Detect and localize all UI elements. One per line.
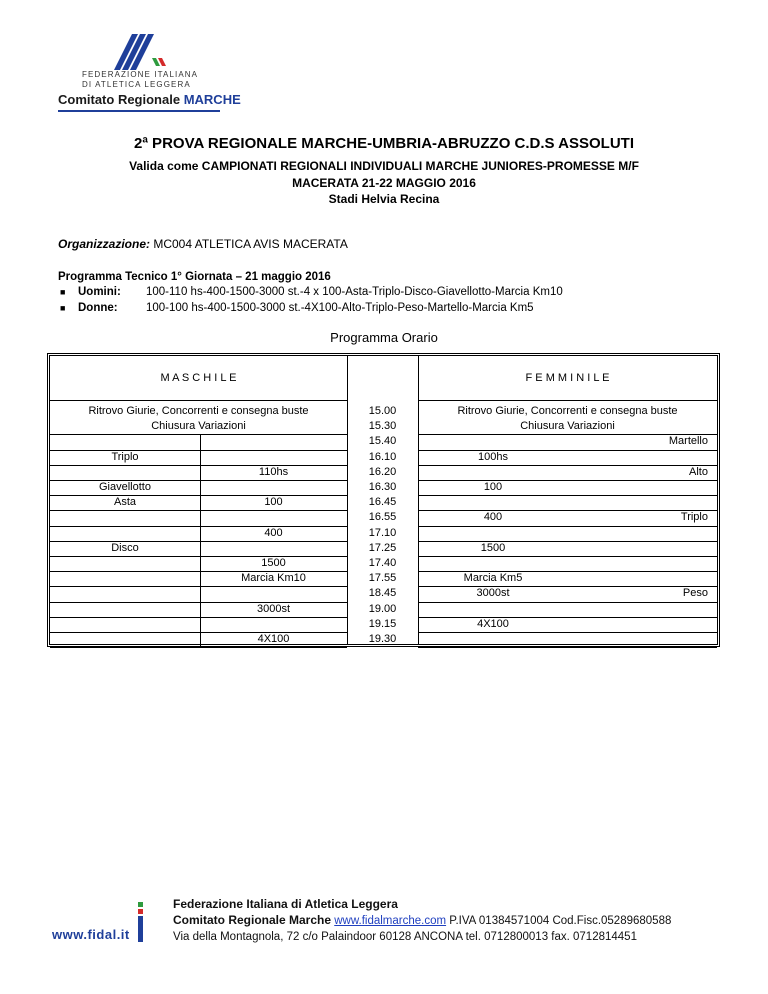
subtitle-validity: Valida come CAMPIONATI REGIONALI INDIVIDUALI MARCHE JUNIORES-PROMESSE M/F <box>129 159 639 173</box>
male-ritrovo: Ritrovo Giurie, Concorrenti e consegna buste <box>88 405 309 417</box>
table-row-divider <box>50 434 347 435</box>
program-women-row <box>60 302 534 314</box>
subtitle-venue: Stadi Helvia Recina <box>328 192 440 206</box>
organization-value: MC004 ATLETICA AVIS MACERATA <box>150 237 348 251</box>
subtitle-date: MACERATA 21-22 MAGGIO 2016 <box>292 176 476 190</box>
schedule-time: 15.40 <box>368 435 397 448</box>
header-female: F E M M I N I L E <box>525 372 610 384</box>
table-divider <box>50 400 347 401</box>
schedule-time: 17.25 <box>368 541 397 554</box>
comitato-text: Comitato Regionale <box>58 92 181 107</box>
female-field-event: Alto <box>689 465 708 478</box>
male-track-event: 110hs <box>258 465 289 478</box>
program-women-value: 100-100 hs-400-1500-3000 st.-4X100-Alto-Triplo-Peso-Martello-Marcia Km5 <box>146 302 534 314</box>
program-men-label: Uomini: <box>78 286 121 298</box>
male-field-event: Triplo <box>111 450 139 463</box>
table-cell-divider <box>200 617 201 632</box>
footer-address: Via della Montagnola, 72 c/o Palaindoor 60128 ANCONA tel. 0712800013 fax. 0712814451 <box>173 931 637 943</box>
table-cell-divider <box>200 586 201 601</box>
schedule-time: 19.15 <box>368 617 397 630</box>
table-row-divider <box>418 495 717 496</box>
program-women-label: Donne: <box>78 302 118 314</box>
footer-federation: Federazione Italiana di Atletica Leggera <box>173 897 398 911</box>
male-track-event: 4X100 <box>257 633 290 645</box>
footer-website-link[interactable]: www.fidalmarche.com <box>334 915 447 927</box>
female-track-event: 1500 <box>480 541 506 554</box>
table-row-divider <box>418 647 717 648</box>
female-track-event: 400 <box>483 511 503 524</box>
header-male: M A S C H I L E <box>160 372 237 384</box>
schedule-time: 17.40 <box>368 557 397 569</box>
female-chiusura: Chiusura Variazioni <box>520 420 615 432</box>
organization-label: Organizzazione: <box>58 237 151 251</box>
table-row-divider <box>418 632 717 633</box>
female-track-event: 3000st <box>476 587 510 600</box>
male-field-event: Asta <box>113 496 136 509</box>
schedule-time: 19.30 <box>368 633 397 645</box>
male-track-event: 100 <box>264 496 283 509</box>
technical-program-title: Programma Tecnico 1° Giornata – 21 maggio 2016 <box>58 271 331 283</box>
female-track-event: Marcia Km5 <box>463 572 523 585</box>
female-ritrovo: Ritrovo Giurie, Concorrenti e consegna buste <box>457 405 678 417</box>
male-field-event: Disco <box>111 541 139 554</box>
bullet-icon: ■ <box>60 303 66 313</box>
female-field-event: Peso <box>682 587 708 600</box>
footer-logo-text: www.fidal.it <box>52 927 130 942</box>
schedule-table <box>47 353 720 647</box>
schedule-time: 19.00 <box>368 602 397 615</box>
footer-tax-info: P.IVA 01384571004 Cod.Fisc.05289680588 <box>446 915 672 927</box>
male-field-event: Giavellotto <box>99 481 151 493</box>
table-cell-divider <box>200 541 201 556</box>
female-track-event: 4X100 <box>477 617 509 630</box>
table-cell-divider <box>200 510 201 525</box>
schedule-time: 16.10 <box>368 450 397 463</box>
male-track-event: 1500 <box>261 557 286 569</box>
federation-name <box>82 70 198 90</box>
table-cell-divider <box>200 480 201 495</box>
table-row-divider <box>418 526 717 527</box>
male-track-event: 3000st <box>256 602 291 615</box>
schedule-time: 15.30 <box>368 420 397 433</box>
comitato-region: MARCHE <box>183 92 241 107</box>
female-field-event: Martello <box>668 435 708 448</box>
schedule-time: 16.30 <box>368 481 397 493</box>
schedule-time: 17.10 <box>368 526 397 539</box>
header-divider <box>58 110 220 112</box>
comitato-label <box>58 92 241 107</box>
page-title: 2ª PROVA REGIONALE MARCHE-UMBRIA-ABRUZZO C.D.S ASSOLUTI <box>134 135 634 152</box>
table-divider <box>418 400 717 401</box>
footer-committee: Comitato Regionale Marche <box>173 913 332 927</box>
program-men-value: 100-110 hs-400-1500-3000 st.-4 x 100-Asta-Triplo-Disco-Giavellotto-Marcia Km10 <box>146 286 563 298</box>
female-track-event: 100 <box>483 481 503 493</box>
footer-info <box>173 896 671 945</box>
program-men-row <box>60 286 563 298</box>
female-field-event: Triplo <box>680 511 708 524</box>
table-row-divider <box>418 556 717 557</box>
schedule-time: 17.55 <box>368 572 397 585</box>
schedule-time: 16.45 <box>368 496 397 509</box>
male-track-event: 400 <box>264 526 283 539</box>
schedule-time: 16.20 <box>368 465 397 478</box>
table-cell-divider <box>200 450 201 465</box>
fidal-logo-icon <box>108 30 168 72</box>
fed-line-1: FEDERAZIONE ITALIANA <box>82 70 199 79</box>
schedule-time: 16.55 <box>368 511 397 524</box>
schedule-time: 15.00 <box>368 405 397 417</box>
schedule-time: 18.45 <box>368 587 397 600</box>
schedule-title: Programma Orario <box>330 330 438 345</box>
male-track-event: Marcia Km10 <box>241 572 306 585</box>
fed-line-2: DI ATLETICA LEGGERA <box>82 80 191 89</box>
bullet-icon: ■ <box>60 287 66 297</box>
table-row-divider <box>50 510 347 511</box>
table-cell-divider <box>200 434 201 449</box>
female-track-event: 100hs <box>478 450 508 463</box>
table-row-divider <box>50 647 347 648</box>
table-row-divider <box>50 586 347 587</box>
organization <box>58 237 348 251</box>
table-row-divider <box>50 617 347 618</box>
male-chiusura: Chiusura Variazioni <box>151 420 246 432</box>
table-row-divider <box>418 602 717 603</box>
